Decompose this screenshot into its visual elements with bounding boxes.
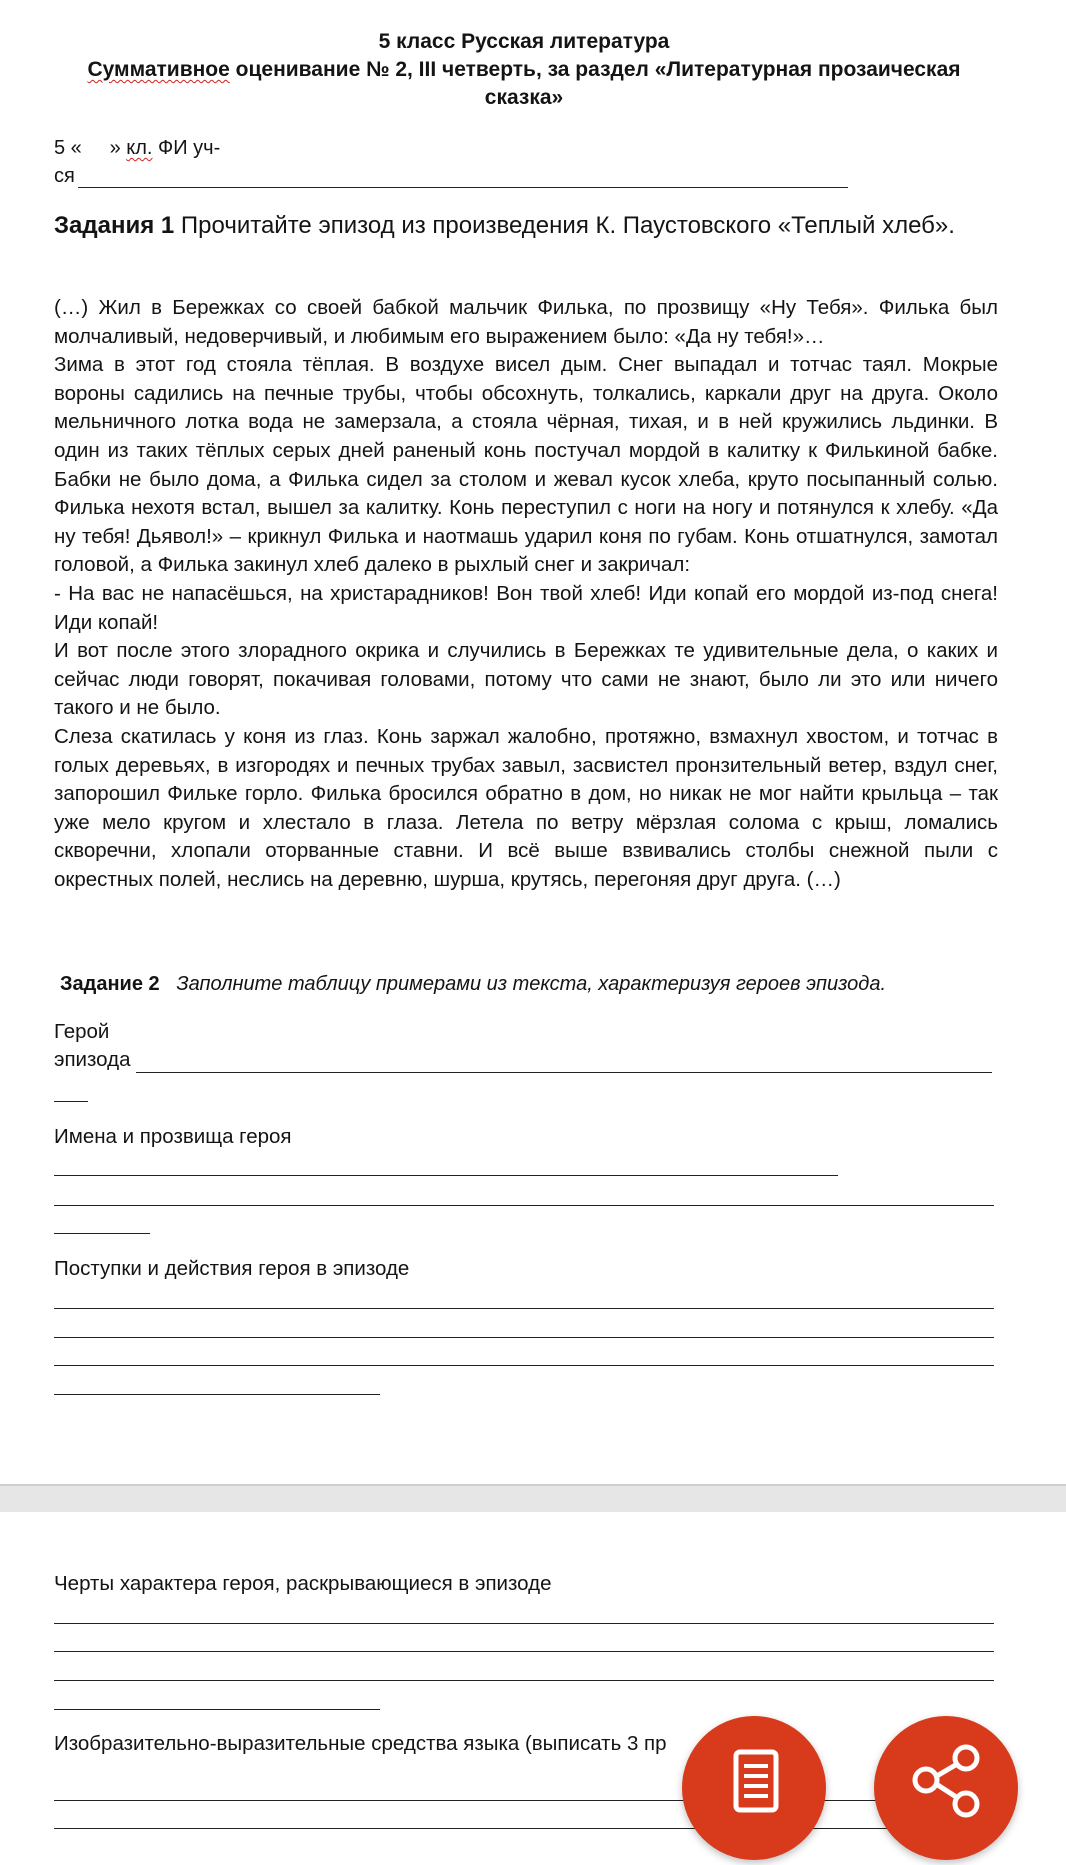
task-2-text: Заполните таблицу примерами из текста, характеризуя героев эпизода. <box>176 973 887 995</box>
traits-label: Черты характера героя, раскрывающиеся в эпизоде <box>54 1572 552 1595</box>
actions-input-line[interactable] <box>54 1337 994 1338</box>
excerpt-paragraph: (…) Жил в Бережках со своей бабкой мальчик Филька, по прозвищу «Ну Тебя». Филька был молчаливый, недоверчивый, и любимым его выражением было: «Да ну тебя!»… <box>54 296 998 348</box>
worksheet-header <box>54 28 994 112</box>
actions-label: Поступки и действия героя в эпизоде <box>54 1257 410 1280</box>
hero-field <box>54 1018 994 1074</box>
means-field <box>54 1730 994 1758</box>
excerpt-paragraph: И вот после этого злорадного окрика и случились в Бережках те удивительные дела, о каких и сейчас люди говорят, покачивая головами, потому что сами не знают, было ли это или ничего такого и не было. <box>54 639 998 720</box>
excerpt <box>54 294 998 894</box>
traits-input-line[interactable] <box>54 1623 994 1624</box>
hero-label-1: Герой <box>54 1020 110 1043</box>
document-icon <box>682 1716 826 1860</box>
header-line-3: сказка» <box>484 86 564 109</box>
traits-input-line[interactable] <box>54 1680 994 1681</box>
student-name-field[interactable] <box>78 187 848 188</box>
actions-input-line[interactable] <box>54 1365 994 1366</box>
header-line-2: Суммативное оценивание № 2, III четверть, за раздел «Литературная прозаическая <box>87 58 961 81</box>
means-label: Изобразительно-выразительные средства языка (выписать 3 пр <box>54 1732 667 1755</box>
traits-field <box>54 1570 994 1598</box>
share-icon <box>874 1716 1018 1860</box>
student-info <box>54 134 994 190</box>
student-name-label: ся <box>54 165 75 187</box>
means-input-line[interactable] <box>54 1800 994 1801</box>
excerpt-paragraph: - На вас не напасёшься, на христарадников! Вон твой хлеб! Иди копай его мордой из-под снега! Иди копай! <box>54 581 998 634</box>
spellcheck-word: Суммативное <box>87 58 230 81</box>
task-2-label: Задание 2 <box>60 973 160 995</box>
excerpt-paragraph: Слеза скатилась у коня из глаз. Конь заржал жалобно, протяжно, взмахнул хвостом, и тотчас в голых деревьях, в изгородях и печных трубах завыл, засвистел пронзительный ветер, вздул снег, запорошил Фильке горло. Филька бросился обратно в дом, но никак не мог найти крыльца – так уже мело кругом и хлестало в глаза. Летела по ветру мёрзлая солома с крыш, ломались скворечни, хлопали оторванные ставни. И всё выше взвивались столбы снежной пыли с окрестных полей, неслись на деревню, шурша, крутясь, перегоняя друг друга. (…) <box>54 724 998 891</box>
actions-input-line[interactable] <box>54 1308 994 1309</box>
class-line: 5 « » кл. ФИ уч- <box>54 137 221 159</box>
hero-input-line[interactable] <box>54 1101 88 1102</box>
actions-input-line[interactable] <box>54 1394 380 1395</box>
names-input-line[interactable] <box>54 1205 994 1206</box>
names-input-line[interactable] <box>54 1233 150 1234</box>
task-1-text: Прочитайте эпизод из произведения К. Паустовского «Теплый хлеб». <box>174 212 955 239</box>
traits-input-line[interactable] <box>54 1651 994 1652</box>
task-1-label: Задания 1 <box>54 212 175 239</box>
share-button[interactable] <box>874 1716 1018 1860</box>
page-separator <box>0 1484 1066 1514</box>
names-input-line[interactable] <box>54 1175 838 1176</box>
header-line-1: 5 класс Русская литература <box>378 30 670 53</box>
document-button[interactable] <box>682 1716 826 1860</box>
actions-field <box>54 1255 994 1283</box>
means-input-line[interactable] <box>54 1828 994 1829</box>
hero-input-line[interactable] <box>136 1072 992 1073</box>
names-field <box>54 1123 994 1151</box>
names-label: Имена и прозвища героя <box>54 1125 292 1148</box>
traits-input-line[interactable] <box>54 1709 380 1710</box>
task-2 <box>60 970 1000 998</box>
hero-label-2: эпизода <box>54 1048 131 1071</box>
excerpt-paragraph: Зима в этот год стояла тёплая. В воздухе висел дым. Снег выпадал и тотчас таял. Мокрые вороны садились на печные трубы, чтобы обсохнуть, толкались, каркали друг на друга. Около мельничного лотка вода не замерзала, а стояла чёрная, тихая, и в ней кружились льдинки. В один из таких тёплых серых дней раненый конь постучал мордой в калитку к Филькиной бабке. Бабки не было дома, а Филька сидел за столом и жевал кусок хлеба, круто посыпанный солью. Филька нехотя встал, вышел за калитку. Конь переступил с ноги на ногу и потянулся к хлебу. «Да ну тебя! Дьявол!» – крикнул Филька и наотмашь ударил коня по губам. Конь отшатнулся, замотал головой, а Филька закинул хлеб далеко в рыхлый снег и закричал: <box>54 353 998 577</box>
task-1 <box>54 209 994 243</box>
